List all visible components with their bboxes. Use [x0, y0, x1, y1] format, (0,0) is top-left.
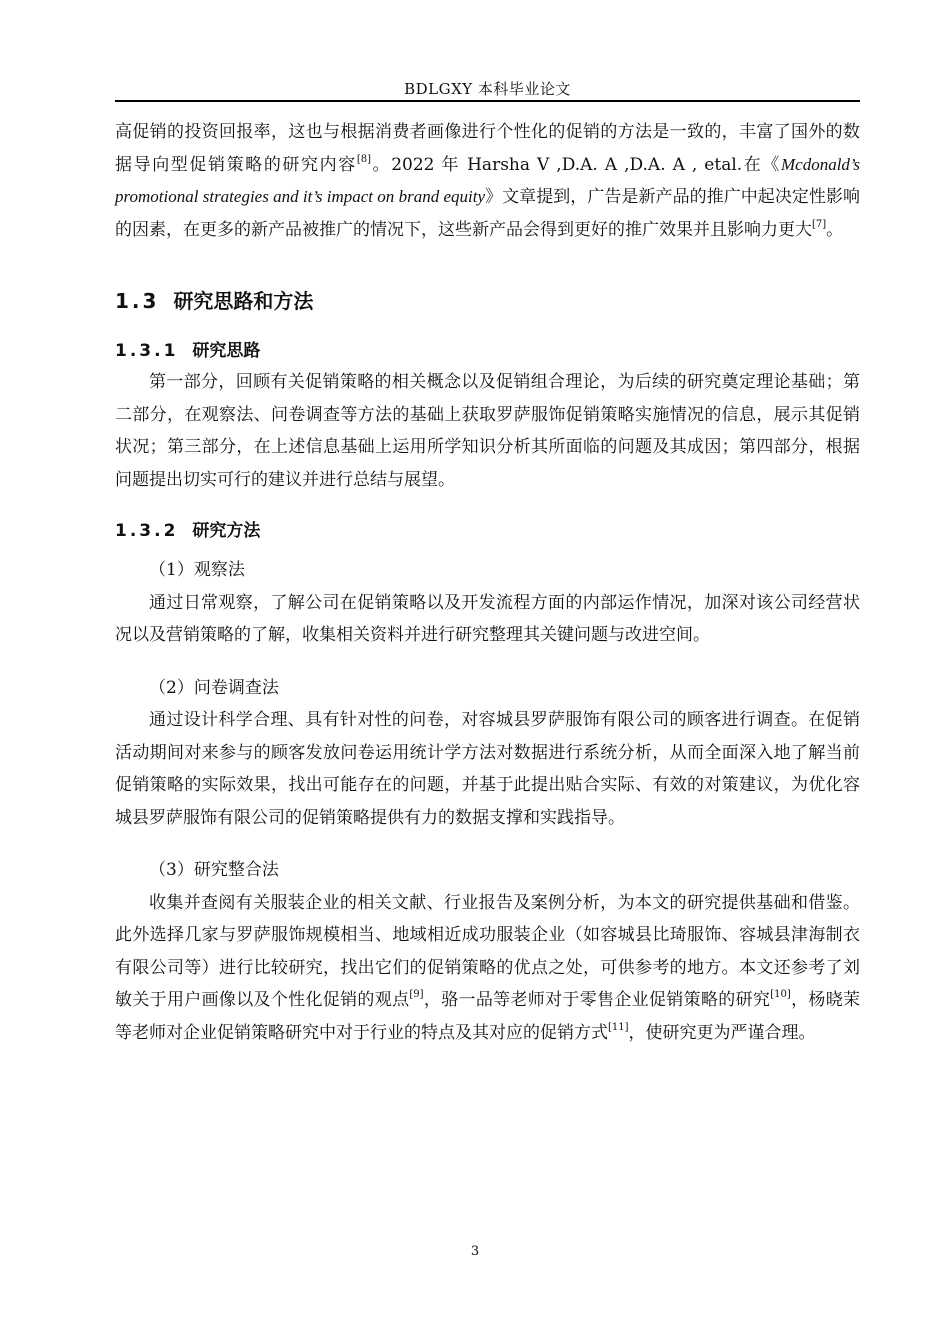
citation-10: [10]	[770, 989, 791, 1000]
integration-text-d: ，使研究更为严谨合理。	[628, 1022, 816, 1043]
intro-paragraph	[115, 116, 860, 246]
method-body-questionnaire: 通过设计科学合理、具有针对性的问卷，对容城县罗萨服饰有限公司的顾客进行调查。在促销活动期间对来参与的顾客发放问卷运用统计学方法对数据进行系统分析，从而全面深入地了解当前促销策略的实际效果，找出可能存在的问题，并基于此提出贴合实际、有效的对策建议，为优化容城县罗萨服饰有限公司的促销策略提供有力的数据支撑和实践指导。	[115, 710, 860, 828]
method-label-questionnaire: （2）问卷调查法	[149, 677, 279, 698]
intro-text-c: 》文章提到，广告是新产品的推广中起决定性影响的因素，在更多的新产品被推广的情况下，这些新产品会得到更好的推广效果并且影响力更大	[115, 187, 860, 240]
section-heading-1-3	[115, 286, 860, 316]
subsection-title: 研究思路	[192, 341, 261, 361]
section-title: 研究思路和方法	[173, 289, 314, 313]
citation-11: [11]	[608, 1021, 629, 1033]
integration-text-a: 收集并查阅有关服装企业的相关文献、行业报告及案例分析，为本文的研究提供基础和借鉴。此外选择几家与罗萨服饰规模相当、地域相近成功服装企业（如容城县比琦服饰、容城县津海制衣有限公司等）进行比较研究，找出它们的促销策略的优点之处，可供参考的地方。本文还参考了刘敏关于用户画像以及个性化促销的观点	[115, 892, 860, 1010]
citation-9: [9]	[409, 989, 424, 1000]
method-body-observation: 通过日常观察，了解公司在促销策略以及开发流程方面的内部运作情况，加深对该公司经营状况以及营销策略的了解，收集相关资料并进行研究整理其关键问题与改进空间。	[115, 592, 860, 645]
integration-text-c: ，杨晓茉等老师对企业促销策略研究中对于行业的特点及其对应的促销方式	[115, 990, 861, 1043]
method-body-integration	[115, 887, 860, 1050]
cited-article-title: Mcdonald’s promotional strategies and it’s impact on brand equity	[115, 154, 860, 206]
page-number: 3	[470, 1244, 480, 1259]
page-header: BDLGXY 本科毕业论文	[404, 80, 571, 98]
subsection-number: 1.3.1	[115, 341, 179, 361]
method-label-integration: （3）研究整合法	[149, 860, 279, 880]
intro-text-d: 。	[826, 219, 844, 240]
intro-text-a: 高促销的投资回报率，这也与根据消费者画像进行个性化的促销的方法是一致的，丰富了国外的数据导向型促销策略的研究内容	[115, 122, 860, 175]
intro-text-b: 。2022 年 Harsha V ,D.A. A ,D.A. A , etal.在《	[371, 154, 781, 175]
method-label-observation: （1）观察法	[149, 560, 245, 580]
subsection-heading-1-3-2	[115, 516, 860, 546]
subsection-number: 1.3.2	[115, 521, 179, 541]
citation-8: [8]	[356, 153, 372, 165]
page-body	[115, 116, 860, 1049]
subsection-heading-1-3-1	[115, 336, 860, 366]
research-approach-paragraph: 第一部分，回顾有关促销策略的相关概念以及促销组合理论，为后续的研究奠定理论基础；第二部分，在观察法、问卷调查等方法的基础上获取罗萨服饰促销策略实施情况的信息，展示其促销状况；第三部分，在上述信息基础上运用所学知识分析其所面临的问题及其成因；第四部分，根据问题提出切实可行的建议并进行总结与展望。	[115, 372, 860, 490]
subsection-title: 研究方法	[192, 521, 261, 541]
integration-text-b: ，骆一品等老师对于零售企业促销策略的研究	[423, 990, 771, 1010]
citation-7: [7]	[812, 218, 827, 230]
header-rule	[115, 100, 860, 102]
section-number: 1.3	[115, 289, 160, 313]
